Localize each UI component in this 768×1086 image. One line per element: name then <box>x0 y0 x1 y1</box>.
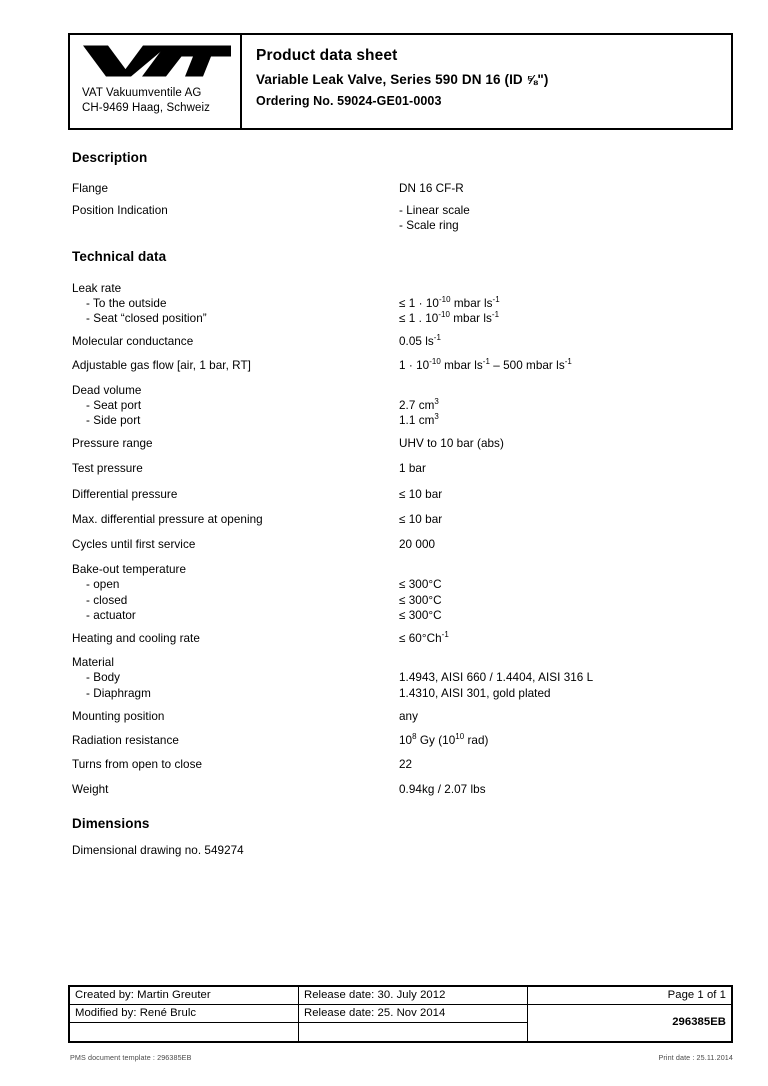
row-value <box>399 413 439 428</box>
page-title: Product data sheet <box>256 47 398 64</box>
value-exponent: -10 <box>438 294 451 304</box>
value-exponent: -1 <box>433 333 441 343</box>
row-dead-volume <box>72 383 734 398</box>
document-body <box>72 150 734 858</box>
meta-print-date: Print date : 25.11.2014 <box>658 1053 733 1062</box>
row-label: - Diaphragm <box>86 686 151 700</box>
ordering-number: Ordering No. 59024-GE01-0003 <box>256 94 442 108</box>
row-differential-pressure <box>72 487 734 502</box>
product-title <box>256 68 731 91</box>
company-name: VAT Vakuumventile AG <box>82 87 202 99</box>
value-exponent: 3 <box>434 412 439 422</box>
row-value <box>399 733 488 748</box>
row-material-diaphragm <box>72 686 734 701</box>
row-label: - To the outside <box>86 296 167 310</box>
row-value <box>399 398 439 413</box>
row-leak-rate-outside <box>72 296 734 311</box>
value-part: 1.1 cm <box>399 414 435 428</box>
row-label: Turns from open to close <box>72 758 203 772</box>
row-material-body <box>72 670 734 685</box>
row-bake-out-temperature <box>72 562 734 577</box>
row-value: ≤ 10 bar <box>399 487 443 501</box>
value-part: Gy (10 <box>416 734 456 748</box>
row-value <box>399 296 500 311</box>
document-header <box>68 33 733 130</box>
row-heating-cooling-rate <box>72 631 734 646</box>
footer-document-number: 296385EB <box>528 1005 732 1042</box>
row-dead-volume-side-port <box>72 413 734 428</box>
value-exponent: 8 <box>412 732 417 742</box>
row-value: DN 16 CF-R <box>399 182 464 195</box>
value-part: ≤ 1 · 10 <box>399 296 439 310</box>
row-molecular-conductance <box>72 334 734 349</box>
section-heading-technical-data: Technical data <box>72 248 167 264</box>
row-label: Flange <box>72 182 109 195</box>
row-label: - closed <box>86 593 128 607</box>
footer-blank-cell-a <box>70 1023 299 1042</box>
row-test-pressure <box>72 461 734 476</box>
value-part: ≤ 1 . 10 <box>399 312 439 326</box>
row-bake-out-open <box>72 577 734 592</box>
vat-logo-icon <box>82 43 232 83</box>
row-value: - Scale ring <box>399 219 459 233</box>
row-pressure-range <box>72 436 734 451</box>
footer-row-modified <box>70 1005 732 1023</box>
row-leak-rate-seat <box>72 311 734 326</box>
row-adjustable-gas-flow <box>72 358 734 373</box>
footer-release-date-2: Release date: 25. Nov 2014 <box>299 1005 528 1023</box>
row-label: - Seat “closed position” <box>86 312 207 326</box>
row-label: Position Indication <box>72 204 168 218</box>
row-value: 1.4943, AISI 660 / 1.4404, AISI 316 L <box>399 671 594 685</box>
row-value: ≤ 300°C <box>399 593 442 607</box>
row-value: 1.4310, AISI 301, gold plated <box>399 686 551 700</box>
value-part: rad) <box>464 734 489 748</box>
company-address: CH-9469 Haag, Schweiz <box>82 102 211 114</box>
row-flange <box>72 181 734 196</box>
row-label: Radiation resistance <box>72 734 179 748</box>
footer-release-date-1: Release date: 30. July 2012 <box>299 987 528 1005</box>
value-part: ≤ 60°Ch <box>399 632 442 646</box>
footer-modified-by: Modified by: René Brulc <box>70 1005 299 1023</box>
row-label: Dead volume <box>72 383 142 397</box>
row-bake-out-closed <box>72 593 734 608</box>
row-value: ≤ 300°C <box>399 578 442 592</box>
row-label: Dimensional drawing no. 549274 <box>72 843 244 857</box>
section-heading-dimensions: Dimensions <box>72 815 150 831</box>
footer-blank-cell-b <box>299 1023 528 1042</box>
row-label: Leak rate <box>72 281 122 295</box>
value-exponent: -1 <box>482 357 490 367</box>
row-label: Adjustable gas flow [air, 1 bar, RT] <box>72 359 251 373</box>
row-value: 1 bar <box>399 462 426 476</box>
row-cycles-until-first-service <box>72 537 734 552</box>
row-max-differential-pressure <box>72 512 734 527</box>
meta-template: PMS document template : 296385EB <box>70 1053 192 1062</box>
value-part: 0.05 ls <box>399 335 434 349</box>
row-value <box>399 358 572 373</box>
value-exponent: 10 <box>455 732 465 742</box>
row-label: Material <box>72 656 114 670</box>
row-label: Mounting position <box>72 709 165 723</box>
row-value: - Linear scale <box>399 204 470 218</box>
value-part: mbar ls <box>450 296 493 310</box>
document-footer <box>68 985 733 1043</box>
row-label: Cycles until first service <box>72 538 196 552</box>
value-part: 1 · 10 <box>399 359 430 373</box>
row-dimensional-drawing <box>72 843 734 858</box>
row-value: 20 000 <box>399 538 436 552</box>
value-exponent: -1 <box>491 310 500 320</box>
value-exponent: 3 <box>434 396 439 406</box>
value-part: mbar ls <box>440 359 483 373</box>
row-label: Pressure range <box>72 437 153 451</box>
row-label: Heating and cooling rate <box>72 632 200 646</box>
row-position-indication-2 <box>72 218 734 233</box>
row-value: UHV to 10 bar (abs) <box>399 437 504 451</box>
value-exponent: -1 <box>441 630 449 640</box>
row-value <box>399 311 499 326</box>
product-title-prefix: Variable Leak Valve, Series 590 DN 16 (ID <box>256 72 527 87</box>
row-label: Test pressure <box>72 462 143 476</box>
row-bake-out-actuator <box>72 608 734 623</box>
value-part: mbar ls <box>449 312 492 326</box>
row-value: 0.94kg / 2.07 lbs <box>399 783 486 797</box>
row-value: ≤ 300°C <box>399 608 442 622</box>
footer-page-number: Page 1 of 1 <box>528 987 732 1005</box>
section-heading-description: Description <box>72 150 148 165</box>
row-weight <box>72 782 734 797</box>
row-value <box>399 631 449 646</box>
footer-row-created <box>70 987 732 1005</box>
value-part: – 500 mbar ls <box>489 359 565 373</box>
value-exponent: -1 <box>564 357 572 367</box>
value-part: 2.7 cm <box>399 398 435 412</box>
value-exponent: -10 <box>438 310 450 320</box>
row-label: - Seat port <box>86 398 142 412</box>
row-label: Bake-out temperature <box>72 563 187 577</box>
row-label: Max. differential pressure at opening <box>72 512 263 526</box>
value-exponent: -10 <box>429 357 441 367</box>
footer-table <box>69 986 732 1042</box>
row-label: - Side port <box>86 414 141 428</box>
value-exponent: -1 <box>492 294 500 304</box>
row-value: 22 <box>399 758 413 772</box>
value-part: 10 <box>399 734 413 748</box>
row-value <box>399 334 441 349</box>
title-cell <box>242 35 731 128</box>
row-turns-open-to-close <box>72 757 734 772</box>
row-dead-volume-seat-port <box>72 398 734 413</box>
row-position-indication <box>72 203 734 218</box>
row-label: - open <box>86 578 120 592</box>
row-value: any <box>399 709 418 723</box>
row-label: - actuator <box>86 608 136 622</box>
logo-cell <box>70 35 242 128</box>
row-leak-rate <box>72 281 734 296</box>
row-mounting-position <box>72 709 734 724</box>
row-label: Weight <box>72 783 109 797</box>
product-fraction: ⅝ <box>526 72 538 87</box>
footer-created-by: Created by: Martin Greuter <box>70 987 299 1005</box>
row-radiation-resistance <box>72 733 734 748</box>
row-label: - Body <box>86 671 121 685</box>
row-value: ≤ 10 bar <box>399 512 443 526</box>
row-material <box>72 655 734 670</box>
product-title-suffix: ") <box>537 72 549 87</box>
row-label: Molecular conductance <box>72 335 194 349</box>
row-label: Differential pressure <box>72 487 178 501</box>
